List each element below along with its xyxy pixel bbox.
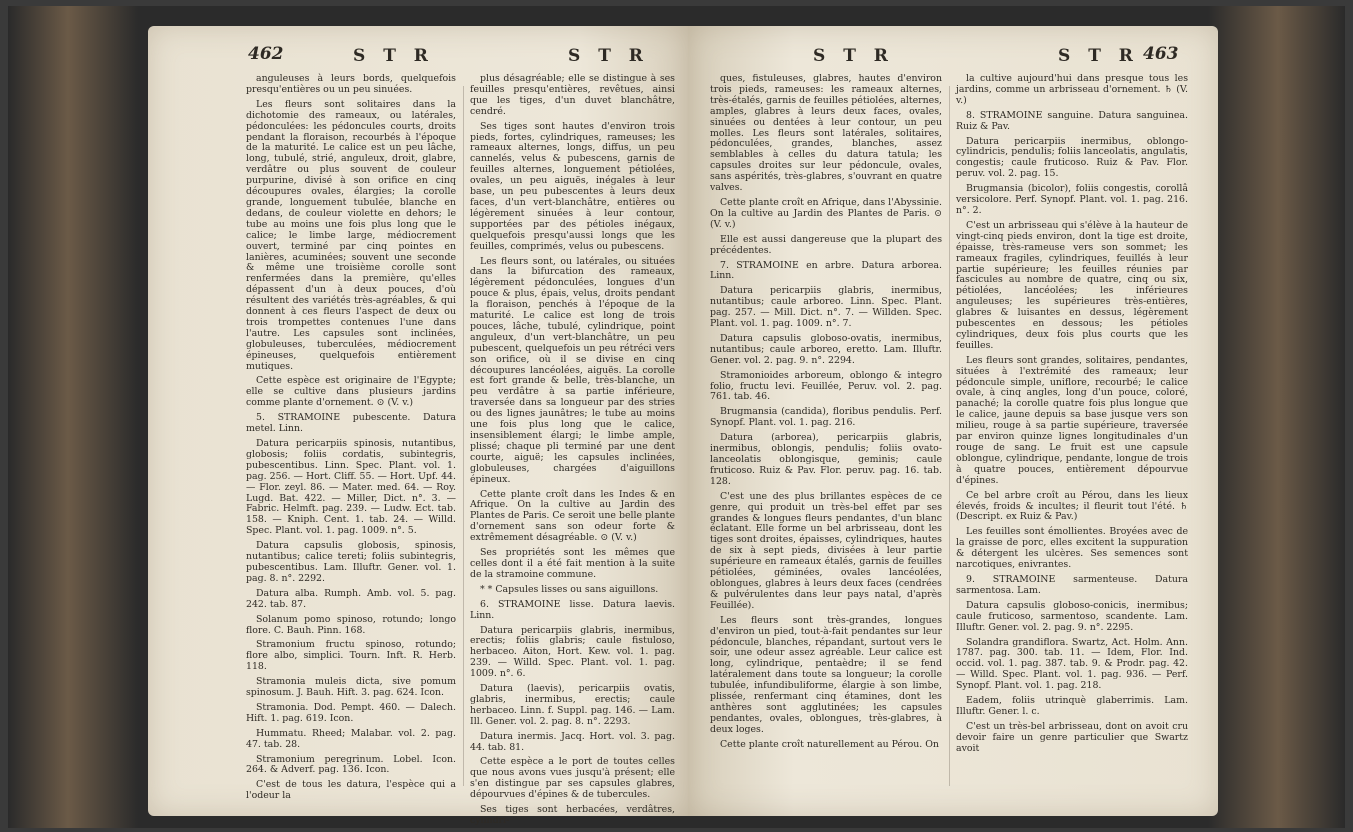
open-book <box>8 6 1345 828</box>
paragraph: * * Capsules lisses ou sans aiguillons. <box>480 583 659 595</box>
paragraph: Stramonioides arboreum, oblongo & integro folio, fructu levi. Feuillée, Peruv. vol. 2. pag. 761. tab. 46. <box>710 369 942 403</box>
paragraph: Cette plante croît dans les Indes & en Afrique. On la cultive au Jardin des Plantes de Paris. Ce seroit une belle plante d'ornement sans son odeur forte & extrêmement désagréable. ⊙ (V. v.) <box>470 488 675 544</box>
paragraph: Brugmansia (bicolor), foliis congestis, corollâ versicolore. Perf. Synopf. Plant. vol. 1. pag. 216. n°. 2. <box>956 183 1188 216</box>
paragraph: Solandra grandiflora. Swartz, Act. Holm. Ann. 1787. pag. 300. tab. 11. — Idem, Flor. Ind. occid. vol. 1. pag. 387. tab. 9. & Prodr. pag. 42. — Willd. Spec. Plant. vol. 1. pag. 936. — Perf. Synopf. Plant. vol. 1. pag. 218. <box>956 636 1188 692</box>
column-divider <box>463 86 464 786</box>
paragraph: Eadem, foliis utrinquè glaberrimis. Lam. Illuftr. Gener. l. c. <box>956 695 1188 717</box>
paragraph: Datura pericarpiis inermibus, oblongo-cylindricis, pendulis; foliis lanceolatis, angulatis, congestis; caule fruticoso. Ruiz & Pav. Flor. peruv. vol. 2. pag. 15. <box>956 135 1188 180</box>
paragraph: ques, fistuleuses, glabres, hautes d'environ trois pieds, rameuses: les rameaux alternes, très-étalés, garnis de feuilles pétiolées, alternes, amples, glabres à leurs deux faces, ovales, sinuées ou dentées à leur contour, un peu molles. Les fleurs sont latérales, solitaires, pédonculées, grandes, blanches, assez semblables à celles du datura tatula; les capsules droites sur leur pédoncule, ovales, sans aspérités, très-glabres, s'ouvrant en quatre valves. <box>710 73 942 194</box>
paragraph: la cultive aujourd'hui dans presque tous les jardins, comme un arbrisseau d'ornement. ♄ (V. v.) <box>956 73 1188 106</box>
paragraph: Datura capsulis globoso-ovatis, inermibus, nutantibus; caule arboreo, eretto. Lam. Illuftr. Gener. vol. 2. pag. 9. n°. 2294. <box>710 332 942 366</box>
column-divider <box>949 86 950 786</box>
page-number-right: 463 <box>1143 44 1179 64</box>
right-page-column-1 <box>710 74 942 755</box>
paragraph: Datura alba. Rumph. Amb. vol. 5. pag. 242. tab. 87. <box>246 587 456 610</box>
paragraph: Cette espèce est originaire de l'Egypte; elle se cultive dans plusieurs jardins comme plante d'ornement. ⊙ (V. v.) <box>246 375 456 409</box>
paragraph: Les fleurs sont grandes, solitaires, pendantes, situées à l'extrémité des rameaux; leur pédoncule simple, uniflore, recourbé; le calice ovale, à cinq angles, long d'un pouce, coloré, panaché; la corolle quatre fois plus longue que le calice, jaune depuis sa base jusque vers son milieu, rouge à sa partie supérieure, traversée par environ quinze lignes longitudinales d'un rouge de sang. Le fruit est une capsule oblongue, cylindrique, pendante, longue de trois à quatre pouces, entièrement dépourvue d'épines. <box>956 354 1188 486</box>
paragraph: C'est de tous les datura, l'espèce qui a l'odeur la <box>246 779 456 802</box>
paragraph: Datura (laevis), pericarpiis ovatis, glabris, inermibus, erectis; caule herbaceo. Linn. f. Suppl. pag. 146. — Lam. Ill. Gener. vol. 2. pag. 8. n°. 2293. <box>470 683 675 727</box>
paragraph: Cette espèce a le port de toutes celles que nous avons vues jusqu'à présent; elle s'en distingue par ses capsules glabres, dépourvues d'épines & de tubercules. <box>470 756 675 801</box>
paragraph: 8. STRAMOINE sanguine. Datura sanguinea. Ruiz & Pav. <box>956 109 1188 132</box>
paragraph: C'est un arbrisseau qui s'élève à la hauteur de vingt-cinq pieds environ, dont la tige est droite, épaisse, très-rameuse vers son sommet; les rameaux fragiles, cylindriques, feuillés à leur partie supérieure; les feuilles réunies par fascicules au nombre de quatre, cinq ou six, pétiolées, lancéolées; les inférieures anguleuses; les supérieures très-entières, glabres & luisantes en dessus, légèrement pubescentes en dessous; les pétioles cylindriques, deux fois plus courts que les feuilles. <box>956 219 1188 351</box>
paragraph: Datura inermis. Jacq. Hort. vol. 3. pag. 44. tab. 81. <box>470 730 675 753</box>
paragraph: 6. STRAMOINE lisse. Datura laevis. Linn. <box>470 598 675 621</box>
running-header-right-col1: S T R <box>813 46 894 66</box>
running-header-left-col2: S T R <box>568 46 649 66</box>
paragraph: C'est une des plus brillantes espèces de ce genre, qui produit un très-bel effet par ses grandes & longues fleurs pendantes, d'un blanc éclatant. Elle forme un bel arbrisseau, dont les tiges sont droites, épaisses, cylindriques, hautes de six à sept pieds, divisées à leur partie supérieure en rameaux étalés, garnis de feuilles pétiolées, géminées, ovales lancéolées, oblongues, glabres à leurs deux faces (cendrées & pulvérulentes dans leur pays natal, d'après Feuillée). <box>710 490 942 611</box>
paragraph: Ses tiges sont hautes d'environ trois pieds, fortes, cylindriques, rameuses; les rameaux alternes, longs, diffus, un peu cannelés, velus & pubescens, garnis de feuilles alternes, longuement pétiolées, ovales, un peu aiguës, inégales à leur base, un peu pubescentes à leurs deux faces, d'un vert-blanchâtre, entières ou légèrement sinuées à leur contour, supportées par des pétioles inégaux, quelquefois presqu'aussi longs que les feuilles, comprimés, velus ou pubescens. <box>470 120 675 252</box>
paragraph: plus désagréable; elle se distingue à ses feuilles presqu'entières, revêtues, ainsi que les tiges, d'un duvet blanchâtre, cendré. <box>470 73 675 117</box>
paragraph: Stramonium peregrinum. Lobel. Icon. 264. & Adverf. pag. 136. Icon. <box>246 753 456 776</box>
paragraph: Datura (arborea), pericarpiis glabris, inermibus, oblongis, pendulis; foliis ovato-lanceolatis oblongisque, geminis; caule fruticoso. Ruiz & Pav. Flor. peruv. pag. 16. tab. 128. <box>710 432 942 487</box>
paragraph: 9. STRAMOINE sarmenteuse. Datura sarmentosa. Lam. <box>956 573 1188 596</box>
paragraph: Stramonia muleis dicta, sive pomum spinosum. J. Bauh. Hift. 3. pag. 624. Icon. <box>246 676 456 699</box>
paragraph: Datura pericarpiis spinosis, nutantibus, globosis; foliis cordatis, subintegris, pubescentibus. Linn. Spec. Plant. vol. 1. pag. 256. — Hort. Cliff. 55. — Hort. Upf. 44. — Flor. zeyl. 86. — Mater. med. 64. — Roy. Lugd. Bat. 422. — Miller, Dict. n°. 3. — Fabric. Helmft. pag. 239. — Ludw. Ect. tab. 158. — Kniph. Cent. 1. tab. 24. — Willd. Spec. Plant. vol. 1. pag. 1009. n°. 5. <box>246 438 456 537</box>
left-page-column-1 <box>246 74 456 806</box>
paragraph: Ce bel arbre croît au Pérou, dans les lieux élevés, froids & incultes; il fleurit tout l'été. ♄ (Descript. ex Ruiz & Pav.) <box>956 489 1188 523</box>
paragraph: Datura pericarpiis glabris, inermibus, erectis; foliis glabris; caule fistuloso, herbaceo. Aiton, Hort. Kew. vol. 1. pag. 239. — Willd. Spec. Plant. vol. 1. pag. 1009. n°. 6. <box>470 624 675 680</box>
paragraph: Solanum pomo spinoso, rotundo; longo flore. C. Bauh. Pinn. 168. <box>246 613 456 636</box>
paragraph: 7. STRAMOINE en arbre. Datura arborea. Linn. <box>710 259 942 282</box>
running-header-left-col1: S T R <box>353 46 434 66</box>
paragraph: Datura capsulis globoso-conicis, inermibus; caule fruticoso, sarmentoso, scandente. Lam. Illuftr. Gener. vol. 2. pag. 9. n°. 2295. <box>956 599 1188 633</box>
paragraph: Elle est aussi dangereuse que la plupart des précédentes. <box>710 233 942 256</box>
paragraph: Datura capsulis globosis, spinosis, nutantibus; calice tereti; foliis subintegris, pubescentibus. Lam. Illuftr. Gener. vol. 1. pag. 8. n°. 2292. <box>246 540 456 584</box>
paragraph: Cette plante croît naturellement au Pérou. On <box>720 738 939 750</box>
page-number-left: 462 <box>248 44 284 64</box>
paragraph: Hummatu. Rheed; Malabar. vol. 2. pag. 47. tab. 28. <box>246 727 456 750</box>
paragraph: Brugmansia (candida), floribus pendulis. Perf. Synopf. Plant. vol. 1. pag. 216. <box>710 406 942 429</box>
paragraph: Stramonia. Dod. Pempt. 460. — Dalech. Hift. 1. pag. 619. Icon. <box>246 701 456 724</box>
paragraph: C'est un très-bel arbrisseau, dont on avoit cru devoir faire un genre particulier que Swartz avoit <box>956 720 1188 754</box>
paragraph: Ses tiges sont herbacées, verdâtres, cylindri- <box>470 804 675 826</box>
paragraph: Les fleurs sont très-grandes, longues d'environ un pied, tout-à-fait pendantes sur leur pédoncule, blanches, répandant, surtout vers le soir, une odeur assez agréable. Leur calice est long, cylindrique, pentaèdre; il se fend latéralement dans toute sa longueur; la corolle tubulée, infundibuliforme, élargie à son limbe, plissée, renfermant cinq étamines, dont les anthères sont agglutinées; les capsules pendantes, ovales, oblongues, très-glabres, à deux loges. <box>710 614 942 735</box>
paragraph: Les feuilles sont émollientes. Broyées avec de la graisse de porc, elles excitent la suppuration & détergent les ulcères. Ses semences sont narcotiques, enivrantes. <box>956 526 1188 571</box>
paragraph: Les fleurs sont solitaires dans la dichotomie des rameaux, ou latérales, pédonculées: les pédoncules courts, droits pendant la floraison, recourbés à l'époque de la maturité. Le calice est un peu lâche, long, tubulé, strié, anguleux, droit, glabre, verdâtre ou plus souvent de couleur purpurine, divisé à son orifice en cinq découpures ovales, élargies; la corolle grande, longuement tubulée, blanche en dedans, de couleur violette en dehors; le tube au moins une fois plus long que le calice; le limbe large, médiocrement ouvert, terminé par cinq pointes en lanières, acuminées; souvent une seconde & même une troisième corolle sont renfermées dans la première, qu'elles dépassent d'un à deux pouces, d'où résultent des variétés très-agréables, & qui donnent à ces fleurs l'aspect de deux ou trois trompettes contenues l'une dans l'autre. Les capsules sont inclinées, globuleuses, tuberculées, médiocrement épineuses, quelquefois entièrement mutiques. <box>246 98 456 372</box>
running-header-right-col2: S T R <box>1058 46 1139 66</box>
paragraph: Datura pericarpiis glabris, inermibus, nutantibus; caule arboreo. Linn. Spec. Plant. pag. 257. — Mill. Dict. n°. 7. — Willden. Spec. Plant. vol. 1. pag. 1009. n°. 7. <box>710 285 942 330</box>
left-page <box>148 26 688 826</box>
right-page <box>688 26 1218 816</box>
paragraph: Cette plante croît en Afrique, dans l'Abyssinie. On la cultive au Jardin des Plantes de Paris. ⊙ (V. v.) <box>710 196 942 230</box>
paragraph: Ses propriétés sont les mêmes que celles dont il a été fait mention à la suite de la stramoine commune. <box>470 547 675 580</box>
paragraph: 5. STRAMOINE pubescente. Datura metel. Linn. <box>246 412 456 435</box>
left-page-column-2 <box>470 74 675 831</box>
paragraph: Stramonium fructu spinoso, rotundo; flore albo, simplici. Tourn. Inft. R. Herb. 118. <box>246 639 456 673</box>
right-page-column-2 <box>956 74 1188 759</box>
paragraph: anguleuses à leurs bords, quelquefois presqu'entières ou un peu sinuées. <box>246 73 456 95</box>
paragraph: Les fleurs sont, ou latérales, ou situées dans la bifurcation des rameaux, légèrement pédonculées, longues d'un pouce & plus, épais, velus, droits pendant la floraison, penchés à l'époque de la maturité. Le calice est long de trois pouces, lâche, tubulé, cylindrique, point anguleux, d'un vert-blanchâtre, un peu pubescent, quelquefois un peu rétréci vers son orifice, où il se divise en cinq découpures lancéolées, aiguës. La corolle est fort grande & belle, très-blanche, un peu verdâtre à sa partie inférieure, traversée dans sa longueur par des stries ou des lignes jaunâtres; le tube au moins une fois plus long que le calice, insensiblement élargi; le limbe ample, plissé; chaque pli terminé par une dent courte, aiguë; les capsules inclinées, globuleuses, chargées d'aiguillons épineux. <box>470 255 675 485</box>
